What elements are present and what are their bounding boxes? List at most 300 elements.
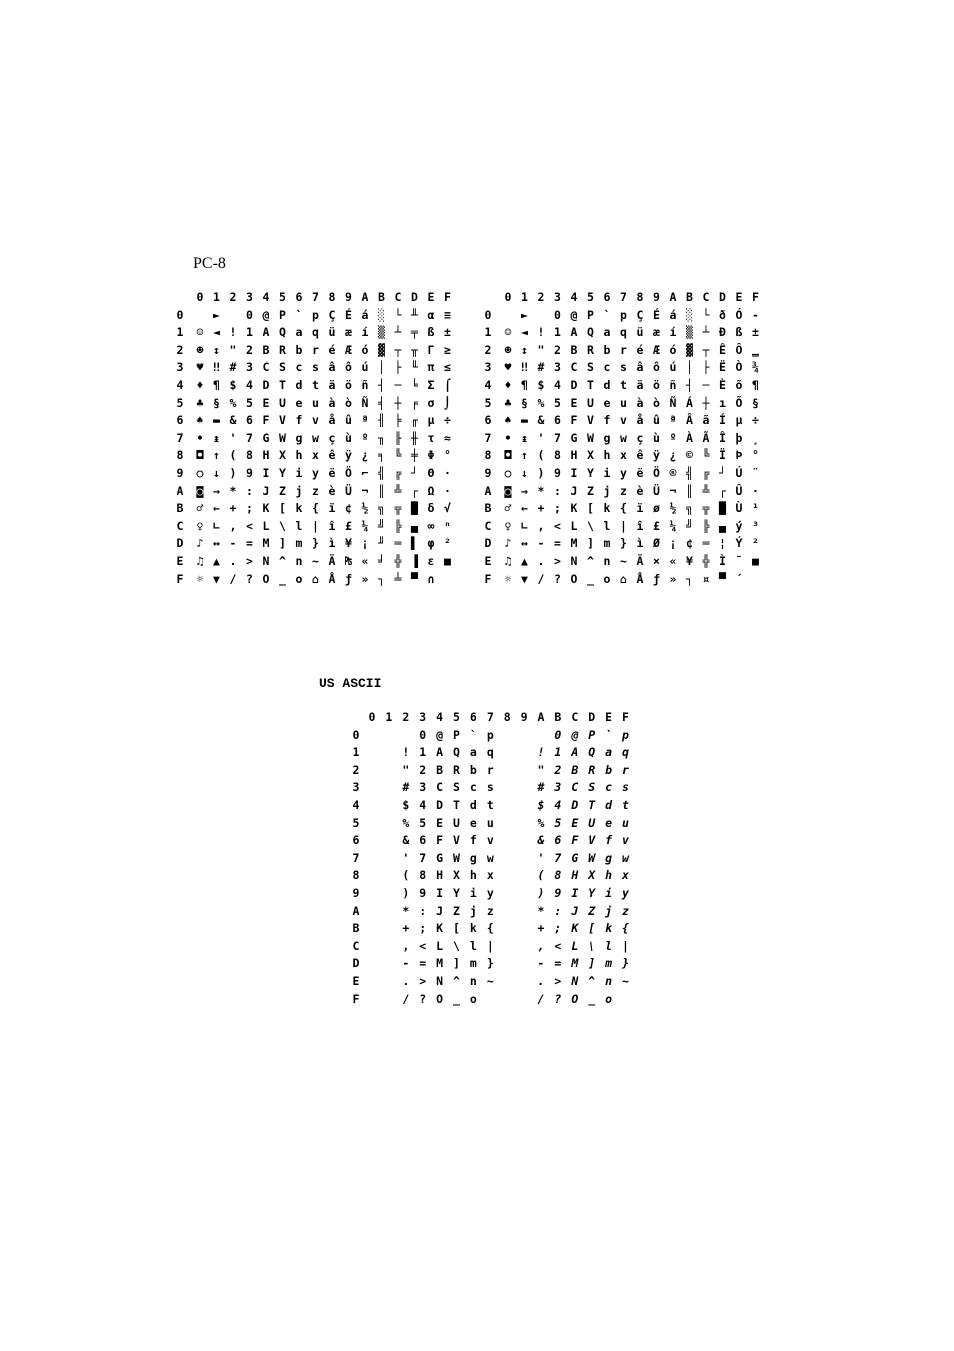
character-cell: ø: [653, 501, 660, 516]
italic-character-cell: p: [622, 727, 629, 742]
column-header: B: [686, 290, 693, 304]
row-header: F: [352, 991, 360, 1006]
character-cell: °: [752, 448, 759, 463]
character-cell: v: [620, 413, 627, 428]
character-cell: ‗: [752, 342, 759, 357]
character-cell: b: [603, 342, 611, 357]
character-cell: ◙: [504, 483, 512, 498]
column-header: 5: [453, 710, 460, 724]
character-cell: ▬: [521, 413, 528, 428]
character-cell: ♥: [504, 360, 512, 375]
character-cell: µ: [735, 413, 743, 428]
character-cell: K: [262, 501, 270, 516]
column-header: F: [752, 290, 759, 304]
character-cell: J: [570, 483, 578, 498]
character-cell: [: [453, 921, 460, 936]
character-cell: 8: [554, 448, 561, 463]
character-cell: 7: [419, 850, 427, 865]
character-cell: ║: [686, 483, 693, 498]
character-cell: ▓: [378, 342, 385, 357]
character-cell: └: [394, 307, 402, 322]
character-cell: J: [436, 903, 444, 918]
character-cell: j: [469, 903, 477, 918]
character-cell: ß: [735, 325, 743, 340]
italic-character-cell: $: [537, 798, 545, 812]
character-cell: ┴: [394, 325, 402, 340]
character-cell: ╣: [686, 466, 693, 480]
column-header: 1: [385, 710, 393, 724]
character-cell: D: [436, 798, 444, 812]
italic-character-cell: o: [605, 991, 613, 1006]
character-cell: ↔: [521, 536, 528, 551]
italic-character-cell: I: [571, 886, 579, 900]
character-cell: ,: [229, 518, 237, 533]
character-cell: Ì: [719, 554, 726, 568]
character-cell: À: [686, 430, 693, 445]
character-cell: ±: [444, 325, 451, 340]
character-cell: -: [402, 956, 410, 971]
character-cell: └: [702, 307, 710, 322]
character-cell: ü: [636, 325, 644, 340]
character-cell: ↓: [213, 466, 220, 480]
character-cell: }: [486, 956, 494, 971]
character-cell: •: [196, 430, 204, 445]
character-cell: ☻: [196, 342, 204, 357]
column-header: A: [361, 290, 369, 304]
character-cell: í: [669, 325, 677, 340]
italic-character-cell: =: [554, 956, 562, 971]
character-cell: ╩: [702, 483, 710, 498]
character-cell: 2: [554, 342, 561, 357]
character-cell: ^: [279, 554, 286, 568]
row-header: 0: [352, 727, 360, 742]
character-cell: 9: [246, 466, 253, 480]
row-header: 4: [352, 798, 360, 812]
column-header: 2: [402, 710, 410, 724]
character-cell: ░: [378, 307, 385, 322]
italic-character-cell: 6: [554, 833, 562, 848]
italic-character-cell: D: [571, 798, 579, 812]
character-cell: ‼: [521, 360, 528, 375]
character-cell: ": [402, 762, 410, 777]
row-header: 9: [176, 466, 184, 480]
character-cell: i: [603, 466, 611, 480]
column-header: A: [537, 710, 545, 724]
character-cell: /: [537, 571, 545, 586]
italic-character-cell: k: [605, 921, 613, 936]
column-header: 4: [436, 710, 444, 724]
character-cell: ½: [361, 501, 369, 516]
character-cell: ├: [394, 360, 402, 375]
character-cell: [: [587, 501, 594, 516]
character-cell: ╠: [702, 518, 710, 533]
character-cell: ╛: [378, 554, 385, 568]
character-cell: 5: [554, 395, 561, 410]
character-cell: ¨: [752, 466, 759, 480]
character-cell: ¢: [345, 501, 352, 516]
italic-character-cell: 5: [554, 815, 562, 830]
character-cell: ì: [328, 536, 336, 551]
character-cell: %: [537, 395, 545, 410]
character-cell: 6: [554, 413, 561, 428]
character-cell: »: [669, 571, 677, 586]
character-cell: +: [537, 501, 545, 516]
character-cell: -: [752, 307, 759, 322]
character-cell: ‼: [213, 360, 220, 375]
character-cell: Ë: [719, 360, 726, 375]
character-cell: õ: [735, 378, 743, 392]
character-cell: ╣: [378, 466, 385, 480]
character-cell: ▬: [213, 413, 220, 428]
character-cell: ↨: [521, 430, 528, 445]
character-cell: ÿ: [345, 448, 352, 463]
character-cell: e: [603, 395, 611, 410]
italic-character-cell: C: [571, 780, 579, 795]
character-cell: ò: [345, 395, 352, 410]
italic-character-cell: f: [605, 833, 613, 848]
italic-character-cell: g: [605, 850, 613, 865]
character-cell: p: [486, 727, 494, 742]
character-cell: b: [469, 762, 477, 777]
character-cell: ▒: [378, 325, 385, 340]
character-cell: +: [402, 921, 410, 936]
italic-character-cell: J: [571, 903, 579, 918]
character-cell: ╓: [411, 413, 418, 428]
character-cell: ♂: [504, 501, 512, 516]
character-cell: Y: [453, 886, 460, 900]
character-cell: █: [719, 501, 726, 516]
italic-character-cell: @: [571, 727, 579, 742]
character-cell: ¤: [702, 571, 710, 586]
character-cell: ñ: [361, 378, 369, 392]
character-cell: ┼: [394, 395, 402, 410]
character-cell: ƒ: [345, 571, 352, 586]
character-cell: X: [453, 868, 460, 883]
italic-character-cell: >: [554, 974, 562, 988]
character-cell: -: [537, 536, 545, 551]
italic-character-cell: X: [588, 868, 596, 883]
italic-character-cell: (: [537, 868, 545, 883]
character-cell: H: [436, 868, 444, 883]
character-cell: ¿: [361, 448, 369, 463]
column-header: 5: [587, 290, 594, 304]
character-cell: é: [636, 342, 644, 357]
row-header: 0: [176, 307, 184, 322]
italic-character-cell: d: [605, 798, 613, 812]
character-cell: ▼: [213, 571, 220, 586]
character-cell: ◄: [521, 325, 528, 340]
italic-character-cell: h: [605, 868, 613, 883]
character-cell: ╩: [394, 483, 402, 498]
character-cell: ": [229, 342, 237, 357]
character-cell: ♠: [196, 413, 204, 428]
character-cell: >: [419, 974, 427, 988]
character-cell: g: [603, 430, 611, 445]
character-cell: ö: [653, 378, 660, 392]
character-cell: P: [279, 307, 286, 322]
character-cell: 3: [419, 780, 427, 795]
character-cell: ╝: [686, 518, 693, 533]
character-cell: j: [603, 483, 611, 498]
character-cell: ⌂: [620, 571, 627, 586]
character-cell: ç: [328, 430, 336, 445]
character-cell: 8: [419, 868, 427, 883]
character-cell: ü: [328, 325, 336, 340]
character-cell: d: [295, 378, 303, 392]
character-cell: §: [213, 395, 220, 410]
character-cell: h: [469, 868, 477, 883]
character-cell: ≤: [444, 360, 451, 375]
row-header: 5: [484, 395, 492, 410]
character-cell: ¼: [361, 518, 369, 533]
character-cell: R: [453, 762, 460, 777]
row-header: B: [484, 501, 492, 516]
character-cell: :: [419, 903, 427, 918]
character-cell: }: [312, 536, 319, 551]
character-cell: ì: [636, 536, 644, 551]
character-cell: M: [262, 536, 270, 551]
character-cell: ☻: [504, 342, 512, 357]
character-cell: Ü: [653, 483, 660, 498]
character-cell: &: [537, 413, 545, 428]
character-cell: v: [312, 413, 319, 428]
character-cell: U: [587, 395, 594, 410]
character-cell: f: [295, 413, 303, 428]
character-cell: ä: [636, 378, 644, 392]
character-cell: g: [469, 850, 477, 865]
character-cell: 1: [419, 745, 427, 760]
character-cell: j: [295, 483, 303, 498]
character-cell: t: [486, 798, 494, 812]
row-header: D: [484, 536, 492, 551]
italic-character-cell: Z: [588, 903, 596, 918]
row-header: D: [176, 536, 184, 551]
column-header: C: [571, 710, 579, 724]
character-cell: á: [361, 307, 369, 322]
character-cell: ù: [345, 430, 352, 445]
character-cell: i: [295, 466, 303, 480]
character-cell: :: [554, 483, 561, 498]
italic-character-cell: K: [571, 921, 579, 936]
character-cell: ◙: [196, 483, 204, 498]
character-cell: O: [262, 571, 270, 586]
character-cell: ': [402, 850, 410, 865]
italic-character-cell: E: [571, 815, 579, 830]
character-cell: ¾: [752, 360, 759, 375]
column-header: E: [605, 710, 613, 724]
character-cell: ▒: [686, 325, 693, 340]
character-cell: ´: [735, 571, 743, 586]
character-cell: ¥: [686, 554, 693, 568]
row-header: A: [352, 903, 360, 918]
character-cell: 0: [419, 727, 427, 742]
character-cell: 9: [419, 886, 427, 900]
row-header: F: [484, 571, 492, 586]
character-cell: c: [603, 360, 611, 375]
character-cell: d: [469, 798, 477, 812]
row-header: 4: [176, 378, 184, 392]
character-cell: v: [486, 833, 494, 848]
italic-character-cell: -: [537, 956, 545, 971]
row-header: 3: [352, 780, 360, 795]
column-header: 7: [620, 290, 627, 304]
character-cell: ═: [394, 536, 402, 551]
character-cell: t: [620, 378, 627, 392]
character-cell: ║: [378, 483, 385, 498]
column-header: B: [378, 290, 385, 304]
character-cell: ◘: [196, 448, 204, 463]
character-cell: ♂: [196, 501, 204, 516]
character-cell: a: [469, 745, 477, 760]
character-cell: ó: [361, 342, 369, 357]
character-cell: ►: [521, 307, 528, 322]
character-cell: @: [570, 307, 578, 322]
column-header: 0: [368, 710, 376, 724]
character-cell: à: [636, 395, 644, 410]
italic-character-cell: O: [571, 991, 579, 1006]
column-header: 6: [469, 710, 477, 724]
character-cell: 2: [246, 342, 253, 357]
character-cell: #: [229, 360, 237, 375]
character-cell: \: [279, 518, 286, 533]
character-cell: É: [345, 307, 352, 322]
character-cell: ↑: [213, 448, 220, 463]
character-cell: 4: [246, 378, 253, 392]
italic-character-cell: 1: [554, 745, 562, 760]
character-cell: ↔: [213, 536, 220, 551]
row-header: 6: [484, 413, 492, 428]
character-cell: p: [312, 307, 319, 322]
character-cell: s: [312, 360, 319, 375]
character-cell: A: [262, 325, 270, 340]
character-cell: ,: [402, 938, 410, 953]
character-cell: P: [587, 307, 594, 322]
character-cell: ÷: [444, 413, 451, 428]
character-cell: Æ: [345, 342, 352, 357]
character-cell: │: [686, 360, 693, 375]
character-cell: ∟: [213, 518, 220, 533]
character-cell: m: [603, 536, 611, 551]
character-cell: Ü: [345, 483, 352, 498]
character-cell: y: [312, 466, 319, 480]
character-cell: ±: [752, 325, 759, 340]
character-cell: ;: [554, 501, 561, 516]
character-cell: ≈: [444, 430, 451, 445]
column-header: 0: [504, 290, 512, 304]
character-cell: ♣: [196, 395, 204, 410]
character-cell: ^: [453, 974, 460, 988]
character-cell: ¹: [752, 501, 759, 516]
character-cell: a: [603, 325, 611, 340]
column-header: 0: [196, 290, 204, 304]
italic-character-cell: n: [605, 974, 613, 988]
italic-character-cell: Y: [588, 886, 596, 900]
character-cell: Ñ: [669, 395, 677, 410]
character-cell: R: [587, 342, 594, 357]
character-cell: Å: [328, 571, 336, 586]
character-cell: ╔: [702, 466, 710, 480]
character-cell: H: [262, 448, 270, 463]
character-cell: m: [295, 536, 303, 551]
column-header: 4: [570, 290, 578, 304]
character-cell: ²: [444, 536, 451, 551]
character-cell: w: [312, 430, 319, 445]
character-cell: r: [620, 342, 627, 357]
character-cell: ╙: [411, 360, 418, 375]
character-cell: B: [262, 342, 270, 357]
character-cell: }: [620, 536, 627, 551]
italic-character-cell: .: [537, 974, 545, 988]
character-cell: â: [636, 360, 644, 375]
italic-character-cell: 3: [554, 780, 562, 795]
character-cell: δ: [427, 501, 435, 516]
row-header: 2: [484, 342, 492, 357]
character-cell: 5: [419, 815, 427, 830]
character-cell: ^: [587, 554, 594, 568]
character-cell: æ: [653, 325, 660, 340]
character-cell: φ: [427, 536, 435, 551]
character-cell: ÿ: [653, 448, 660, 463]
character-cell: L: [262, 518, 270, 533]
character-cell: @: [436, 727, 444, 742]
character-cell: (: [402, 868, 410, 883]
row-header: 6: [352, 833, 360, 848]
character-cell: ┐: [686, 571, 693, 586]
character-cell: \: [587, 518, 594, 533]
column-header: 7: [312, 290, 319, 304]
character-cell: !: [229, 325, 237, 340]
character-cell: ?: [419, 991, 427, 1006]
character-cell: à: [328, 395, 336, 410]
character-cell: f: [603, 413, 611, 428]
character-cell: ▐: [411, 554, 418, 568]
character-cell: D: [262, 378, 270, 392]
character-cell: ¡: [361, 536, 369, 551]
italic-character-cell: %: [537, 815, 545, 830]
character-cell: ╠: [394, 518, 402, 533]
character-cell: τ: [427, 430, 435, 445]
character-cell: ƒ: [653, 571, 660, 586]
italic-character-cell: `: [605, 727, 613, 742]
character-cell: *: [402, 903, 410, 918]
row-header: E: [352, 974, 360, 988]
character-cell: Ã: [702, 430, 710, 445]
row-header: 8: [352, 868, 360, 883]
character-cell: $: [402, 798, 410, 812]
character-cell: {: [486, 921, 494, 936]
column-header: B: [554, 710, 562, 724]
character-cell: è: [636, 483, 644, 498]
character-cell: Æ: [653, 342, 660, 357]
character-cell: ↕: [521, 342, 528, 357]
character-cell: ú: [361, 360, 369, 375]
row-header: 3: [176, 360, 184, 375]
character-cell: █: [411, 501, 418, 516]
character-cell: 3: [246, 360, 253, 375]
italic-character-cell: r: [622, 762, 629, 777]
character-cell: n: [603, 554, 611, 568]
character-cell: l: [603, 518, 611, 533]
character-cell: Ä: [636, 554, 644, 568]
character-cell: ╡: [378, 395, 385, 410]
character-cell: ♀: [504, 518, 512, 533]
character-cell: 4: [554, 378, 561, 392]
character-cell: ]: [279, 536, 286, 551]
character-cell: ò: [653, 395, 660, 410]
character-cell: ñ: [669, 378, 677, 392]
character-cell: <: [554, 518, 561, 533]
character-cell: ¡: [669, 536, 677, 551]
